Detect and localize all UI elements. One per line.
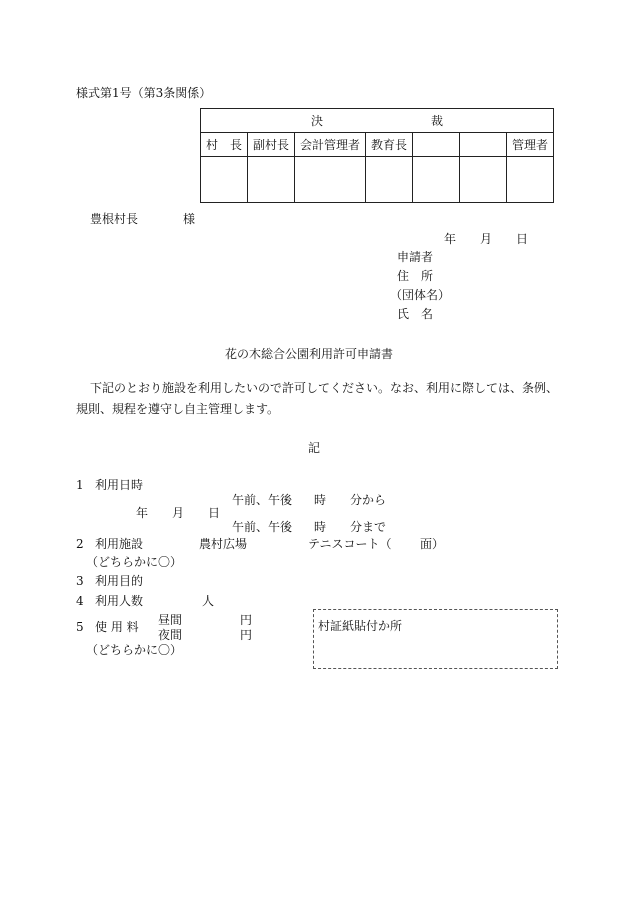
applicant-name-label: 氏 名 <box>397 307 434 321</box>
approval-stamp-cell <box>295 157 366 203</box>
item-4-label: 利用人数 <box>95 594 144 608</box>
item-5-number: 5 <box>76 620 84 634</box>
approval-table <box>200 108 554 203</box>
end-minute: 分まで <box>350 520 387 534</box>
approval-role-accounting-manager: 会計管理者 <box>295 133 366 157</box>
start-minute: 分から <box>350 493 387 507</box>
approval-role-blank-2 <box>460 133 507 157</box>
fee-day-label: 昼間 <box>158 613 183 627</box>
approval-role-manager: 管理者 <box>507 133 554 157</box>
item-5-label: 使 用 料 <box>95 620 139 634</box>
date-day: 日 <box>516 232 529 246</box>
facility-note: （どちらかに〇） <box>86 555 183 569</box>
item-2-number: 2 <box>76 537 84 551</box>
approval-stamp-cell <box>248 157 295 203</box>
start-hour: 時 <box>314 493 327 507</box>
approval-role-mayor: 村 長 <box>201 133 248 157</box>
date-month: 月 <box>480 232 493 246</box>
item-1-label: 利用日時 <box>95 478 144 492</box>
approval-role-blank-1 <box>413 133 460 157</box>
form-number: 様式第1号（第3条関係） <box>76 86 212 100</box>
end-ampm: 午前、午後 <box>232 520 293 534</box>
body-text-line-2: 規則、規程を遵守し自主管理します。 <box>76 402 280 416</box>
item-1-number: 1 <box>76 478 84 492</box>
section-heading: 記 <box>308 441 321 455</box>
approval-stamp-cell <box>507 157 554 203</box>
item-3-label: 利用目的 <box>95 574 144 588</box>
approval-role-education-chief: 教育長 <box>366 133 413 157</box>
addressee: 豊根村長 <box>90 212 139 226</box>
revenue-stamp-label: 村証紙貼付か所 <box>318 619 403 633</box>
fee-note: （どちらかに〇） <box>86 643 183 657</box>
item-3-number: 3 <box>76 574 84 588</box>
people-unit: 人 <box>202 594 215 608</box>
applicant-group-label: （団体名） <box>390 288 451 302</box>
addressee-suffix: 様 <box>183 212 196 226</box>
approval-stamp-cell <box>413 157 460 203</box>
fee-day-unit: 円 <box>240 613 253 627</box>
usage-month: 月 <box>172 506 185 520</box>
item-4-number: 4 <box>76 594 84 608</box>
approval-stamp-cell <box>201 157 248 203</box>
applicant-address-label: 住 所 <box>397 269 434 283</box>
facility-option-field: 農村広場 <box>199 537 248 551</box>
document-title: 花の木総合公園利用許可申請書 <box>225 347 394 361</box>
fee-night-label: 夜間 <box>158 628 183 642</box>
usage-year: 年 <box>136 506 149 520</box>
body-text-line-1: 下記のとおり施設を利用したいので許可してください。なお、利用に際しては、条例、 <box>90 381 559 395</box>
fee-night-unit: 円 <box>240 628 253 642</box>
item-2-label: 利用施設 <box>95 537 144 551</box>
applicant-label: 申請者 <box>397 250 434 264</box>
approval-role-deputy-mayor: 副村長 <box>248 133 295 157</box>
approval-stamp-cell <box>366 157 413 203</box>
facility-tennis-unit: 面） <box>420 537 445 551</box>
facility-option-tennis: テニスコート（ <box>308 537 392 551</box>
revenue-stamp-box <box>313 609 558 669</box>
approval-stamp-cell <box>460 157 507 203</box>
usage-day: 日 <box>208 506 221 520</box>
end-hour: 時 <box>314 520 327 534</box>
start-ampm: 午前、午後 <box>232 493 293 507</box>
date-year: 年 <box>444 232 457 246</box>
approval-header: 決 裁 <box>201 109 554 133</box>
